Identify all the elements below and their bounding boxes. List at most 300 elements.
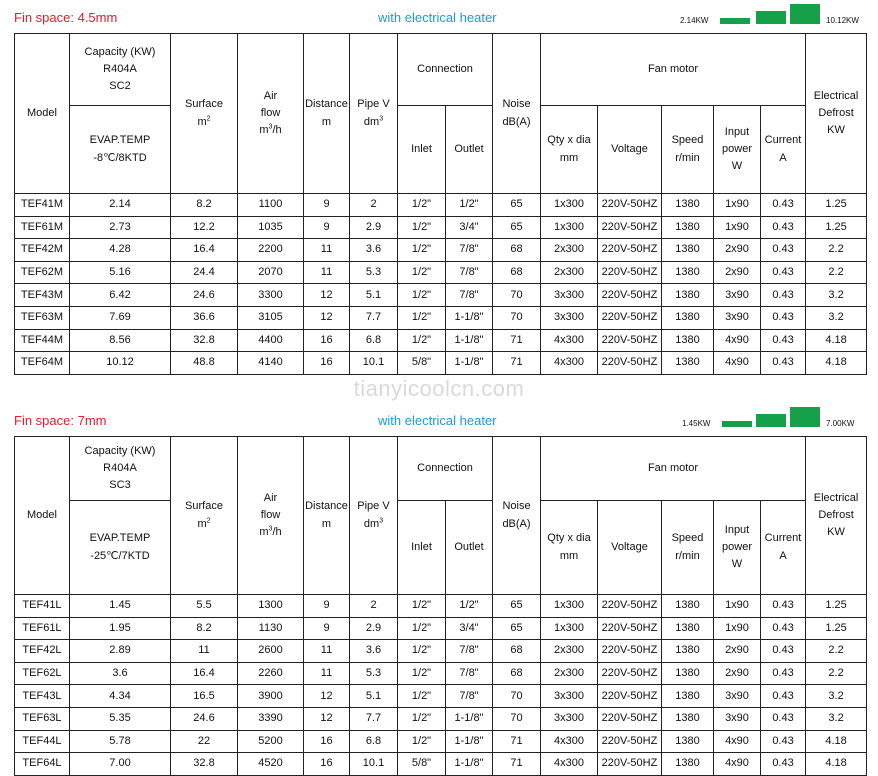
table-cell: 24.6 [171,707,238,730]
table-cell: 65 [493,194,541,217]
table-cell: 3x300 [541,284,598,307]
table-cell: 1380 [662,685,714,708]
table-cell: 1.25 [806,595,867,618]
table-cell: 1/2" [398,261,446,284]
table-body-1 [15,194,867,375]
table-cell: 4x300 [541,352,598,375]
pipe-label: Pipe V [357,98,390,111]
table-cell: 1380 [662,284,714,307]
table-cell: 16 [304,730,350,753]
table-row [15,753,867,776]
table-cell: 3x300 [541,685,598,708]
table-cell: 2x90 [714,239,761,262]
table-cell: 1-1/8" [446,753,493,776]
table-cell: 1/2" [398,306,446,329]
input-label-2: power [722,540,752,553]
table-cell: 0.43 [761,329,806,352]
table-cell: 1/2" [398,595,446,618]
table-cell: 7/8" [446,662,493,685]
current-unit: A [779,151,787,164]
input-unit: W [731,558,743,571]
table-cell: 7.7 [350,707,398,730]
head-defrost [806,437,867,595]
table-cell: 1130 [238,617,304,640]
head-surface [171,34,238,194]
capacity-legend [680,4,870,26]
evap-label: EVAP.TEMP [89,134,151,147]
table-cell: 3.6 [350,239,398,262]
table-cell: 1-1/8" [446,352,493,375]
table-cell: 5.1 [350,685,398,708]
table-cell: 1380 [662,595,714,618]
table-cell: 4.18 [806,352,867,375]
fin-space-label: Fin space: 7mm [14,413,107,428]
table-cell: 11 [304,640,350,663]
head-evap [70,501,171,595]
table-cell: 71 [493,730,541,753]
pipe-unit: $dm^3$ [363,516,384,530]
table-cell: 2070 [238,261,304,284]
speed-unit: r/min [675,151,700,164]
table-cell: 16 [304,352,350,375]
head-connection: Connection [398,437,493,501]
table-cell: 70 [493,685,541,708]
table-cell: 3.6 [350,640,398,663]
table-cell: 0.43 [761,685,806,708]
defrost-unit: KW [827,124,845,137]
input-unit: W [731,160,743,173]
head-qty [541,501,598,595]
table-row [15,352,867,375]
table-cell: 1x300 [541,216,598,239]
legend-bar-large [790,407,820,427]
table-row [15,730,867,753]
head-distance [304,34,350,194]
table-cell: 4x300 [541,329,598,352]
head-model: Model [15,437,70,595]
table-cell: 220V-50HZ [598,707,662,730]
table-cell: 9 [304,216,350,239]
head-outlet: Outlet [446,106,493,194]
head-qty [541,106,598,194]
table-cell: 220V-50HZ [598,194,662,217]
table-cell: 16.4 [171,662,238,685]
table-cell: 1.25 [806,194,867,217]
spec-section-1 [0,0,878,380]
head-voltage: Voltage [598,106,662,194]
table-row [15,662,867,685]
table-cell: 1-1/8" [446,329,493,352]
current-label: Current [764,134,802,147]
table-cell: 10.12 [70,352,171,375]
table-cell: TEF41L [15,595,70,618]
table-cell: 1/2" [446,194,493,217]
table-cell: 70 [493,306,541,329]
table-cell: 1380 [662,662,714,685]
table-cell: 1380 [662,730,714,753]
table-cell: 7.69 [70,306,171,329]
table-body-2 [15,595,867,776]
table-row [15,194,867,217]
head-model: Model [15,34,70,194]
table-cell: 2x300 [541,662,598,685]
table-cell: 9 [304,595,350,618]
table-cell: 2260 [238,662,304,685]
table-cell: 2.2 [806,239,867,262]
speed-label: Speed [671,532,704,545]
table-cell: 6.8 [350,329,398,352]
table-cell: 1/2" [398,329,446,352]
table-cell: 1x300 [541,617,598,640]
table-cell: 16.4 [171,239,238,262]
head-inlet: Inlet [398,501,446,595]
head-evap [70,106,171,194]
table-cell: TEF44M [15,329,70,352]
table-cell: 48.8 [171,352,238,375]
head-air-flow [238,437,304,595]
table-cell: 68 [493,239,541,262]
table-cell: 3x90 [714,685,761,708]
head-input-power [714,106,761,194]
spec-table-2 [14,436,867,776]
table-cell: 0.43 [761,239,806,262]
table-cell: 8.56 [70,329,171,352]
table-cell: 16 [304,753,350,776]
table-cell: 11 [171,640,238,663]
table-cell: 5.78 [70,730,171,753]
table-cell: 1/2" [398,239,446,262]
table-cell: 12.2 [171,216,238,239]
defrost-label-1: Electrical [813,89,859,102]
qty-label: Qty x dia [547,134,591,147]
table-cell: 1300 [238,595,304,618]
table-cell: TEF61L [15,617,70,640]
distance-unit: m [321,115,332,128]
refrigerant-label: R404A [103,62,137,75]
table-cell: TEF62M [15,261,70,284]
table-cell: 2.2 [806,640,867,663]
table-cell: 7.7 [350,306,398,329]
air-label: Air [263,89,278,102]
table-cell: 3.6 [70,662,171,685]
table-cell: 7/8" [446,239,493,262]
table-cell: 3.2 [806,707,867,730]
table-cell: TEF43M [15,284,70,307]
table-cell: 3900 [238,685,304,708]
table-cell: 4x90 [714,730,761,753]
table-row [15,284,867,307]
table-cell: 0.43 [761,352,806,375]
table-cell: 1/2" [398,640,446,663]
table-cell: 4x300 [541,730,598,753]
table-cell: 5/8" [398,753,446,776]
head-capacity [70,437,171,501]
table-cell: 11 [304,662,350,685]
table-cell: 7/8" [446,261,493,284]
evap-value: -25℃/7KTD [90,549,150,562]
table-cell: 1380 [662,640,714,663]
table-cell: 0.43 [761,194,806,217]
head-distance [304,437,350,595]
table-cell: 1/2" [398,194,446,217]
heater-label: with electrical heater [378,10,497,25]
table-cell: 220V-50HZ [598,730,662,753]
spec-section-2 [0,403,878,776]
pipe-label: Pipe V [357,500,390,513]
table-cell: 0.43 [761,730,806,753]
table-row [15,306,867,329]
table-cell: 2x300 [541,640,598,663]
head-noise [493,34,541,194]
head-surface [171,437,238,595]
table-cell: 1380 [662,216,714,239]
table-cell: 24.4 [171,261,238,284]
table-cell: 68 [493,640,541,663]
table-cell: 71 [493,352,541,375]
capacity-label: Capacity (KW) [84,45,156,58]
table-cell: 3390 [238,707,304,730]
table-cell: 4.18 [806,753,867,776]
head-input-power [714,501,761,595]
table-cell: 1-1/8" [446,306,493,329]
watermark: tianyicoolcn.com [353,376,525,401]
table-cell: 4.18 [806,329,867,352]
head-pipe [350,34,398,194]
table-row [15,707,867,730]
table-cell: 1x90 [714,216,761,239]
table-cell: 2.9 [350,216,398,239]
table-cell: 32.8 [171,753,238,776]
table-cell: TEF41M [15,194,70,217]
table-cell: TEF42M [15,239,70,262]
table-cell: 7.00 [70,753,171,776]
table-cell: 8.2 [171,194,238,217]
head-current [761,106,806,194]
table-cell: 5/8" [398,352,446,375]
table-row [15,617,867,640]
table-cell: 1380 [662,753,714,776]
table-cell: 220V-50HZ [598,284,662,307]
air-label: Air [263,491,278,504]
table-cell: 1x90 [714,617,761,640]
table-cell: 11 [304,239,350,262]
qty-unit: mm [559,151,579,164]
table-cell: 3/4" [446,216,493,239]
table-row [15,640,867,663]
qty-unit: mm [559,549,579,562]
table-cell: 12 [304,685,350,708]
heater-label: with electrical heater [378,413,497,428]
table-cell: 1-1/8" [446,707,493,730]
distance-label: Distance [305,500,348,513]
table-cell: 0.43 [761,595,806,618]
table-cell: 1/2" [398,685,446,708]
qty-label: Qty x dia [547,532,591,545]
distance-label: Distance [305,98,348,111]
table-cell: 2x90 [714,261,761,284]
head-connection: Connection [398,34,493,106]
table-cell: 3x300 [541,707,598,730]
table-cell: 2x90 [714,640,761,663]
table-cell: 9 [304,617,350,640]
table-cell: 65 [493,595,541,618]
table-cell: 220V-50HZ [598,239,662,262]
noise-unit: dB(A) [502,517,531,530]
input-label-2: power [722,142,752,155]
table-cell: 3x300 [541,306,598,329]
table-cell: 1380 [662,239,714,262]
table-cell: 3x90 [714,284,761,307]
table-cell: 7/8" [446,640,493,663]
table-cell: 0.43 [761,261,806,284]
legend-bar-large [790,4,820,24]
table-cell: 24.6 [171,284,238,307]
table-cell: 0.43 [761,662,806,685]
table-cell: 0.43 [761,306,806,329]
table-cell: 8.2 [171,617,238,640]
table-cell: 71 [493,329,541,352]
noise-label: Noise [502,500,531,513]
table-cell: 4140 [238,352,304,375]
table-row [15,595,867,618]
table-cell: TEF63L [15,707,70,730]
table-cell: TEF44L [15,730,70,753]
table-cell: 12 [304,707,350,730]
defrost-label-2: Defrost [818,508,854,521]
section-header [0,0,878,26]
legend-bar-small [720,18,750,24]
table-cell: 1/2" [398,216,446,239]
table-cell: 1x300 [541,595,598,618]
table-cell: 3x90 [714,306,761,329]
table-cell: 0.43 [761,617,806,640]
table-cell: 2x300 [541,239,598,262]
table-cell: 2.14 [70,194,171,217]
noise-unit: dB(A) [502,115,531,128]
head-fan-motor: Fan motor [541,34,806,106]
table-cell: 4x90 [714,753,761,776]
table-cell: 5.16 [70,261,171,284]
table-cell: 2x300 [541,261,598,284]
input-label-1: Input [724,125,750,138]
table-row [15,261,867,284]
table-cell: 68 [493,662,541,685]
table-cell: TEF43L [15,685,70,708]
table-cell: 220V-50HZ [598,662,662,685]
table-cell: TEF61M [15,216,70,239]
table-cell: 4.18 [806,730,867,753]
table-cell: 2x90 [714,662,761,685]
table-cell: TEF63M [15,306,70,329]
surface-label: Surface [185,98,223,111]
table-cell: 71 [493,753,541,776]
table-cell: 70 [493,284,541,307]
table-cell: 32.8 [171,329,238,352]
table-cell: 1380 [662,352,714,375]
table-cell: 4x300 [541,753,598,776]
air-unit: $m^3/h$ [259,123,282,137]
evap-label: EVAP.TEMP [89,532,151,545]
surface-unit: $m^2$ [197,114,211,128]
surface-label: Surface [185,500,223,513]
table-cell: 1035 [238,216,304,239]
table-cell: TEF64L [15,753,70,776]
head-defrost [806,34,867,194]
condition-label: SC2 [109,80,131,93]
legend-bar-medium [756,414,786,427]
table-row [15,239,867,262]
table-cell: 220V-50HZ [598,685,662,708]
table-cell: 16.5 [171,685,238,708]
table-cell: 4x90 [714,352,761,375]
legend-bar-medium [756,11,786,24]
table-cell: 1x90 [714,194,761,217]
table-cell: 2 [350,194,398,217]
table-cell: 65 [493,216,541,239]
head-speed [662,106,714,194]
table-cell: 220V-50HZ [598,617,662,640]
table-cell: 2200 [238,239,304,262]
head-current [761,501,806,595]
capacity-label: Capacity (KW) [84,444,156,457]
fin-space-label: Fin space: 4.5mm [14,10,118,25]
pipe-unit: $dm^3$ [363,114,384,128]
table-cell: 9 [304,194,350,217]
spec-table-1 [14,33,867,375]
table-cell: 220V-50HZ [598,216,662,239]
table-cell: 2 [350,595,398,618]
table-cell: 5.3 [350,261,398,284]
table-cell: 220V-50HZ [598,595,662,618]
table-cell: 220V-50HZ [598,261,662,284]
table-cell: 1/2" [398,707,446,730]
table-row [15,216,867,239]
table-cell: 1100 [238,194,304,217]
table-cell: 1.25 [806,617,867,640]
legend-bar-small [722,421,752,427]
table-cell: 3105 [238,306,304,329]
table-row [15,685,867,708]
table-cell: 2.89 [70,640,171,663]
table-cell: 10.1 [350,753,398,776]
table-cell: 1380 [662,194,714,217]
table-cell: 220V-50HZ [598,352,662,375]
head-outlet: Outlet [446,501,493,595]
table-cell: 6.8 [350,730,398,753]
table-cell: 1x300 [541,194,598,217]
table-cell: 5200 [238,730,304,753]
speed-unit: r/min [675,549,700,562]
table-cell: 1380 [662,707,714,730]
defrost-label-2: Defrost [818,106,854,119]
table-cell: 2.73 [70,216,171,239]
legend-max: 10.12KW [826,16,859,25]
table-cell: 0.43 [761,284,806,307]
surface-unit: $m^2$ [197,516,211,530]
air-unit: $m^3/h$ [259,525,282,539]
refrigerant-label: R404A [103,461,137,474]
table-cell: 1/2" [446,595,493,618]
head-inlet: Inlet [398,106,446,194]
table-cell: 0.43 [761,707,806,730]
table-cell: 4.34 [70,685,171,708]
table-cell: 4520 [238,753,304,776]
table-cell: 3/4" [446,617,493,640]
table-cell: 0.43 [761,753,806,776]
head-fan-motor: Fan motor [541,437,806,501]
table-cell: 1/2" [398,617,446,640]
input-label-1: Input [724,523,750,536]
